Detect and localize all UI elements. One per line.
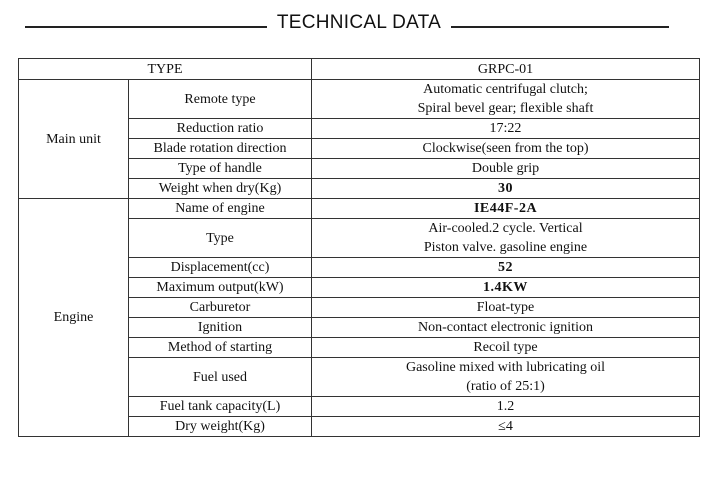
- row-label: Maximum output(kW): [129, 278, 312, 298]
- row-label: Remote type: [129, 80, 312, 119]
- row-value: [312, 219, 700, 258]
- row-value: Clockwise(seen from the top): [312, 139, 700, 159]
- row-label: Method of starting: [129, 338, 312, 358]
- row-value: Float-type: [312, 298, 700, 318]
- row-value-line: Gasoline mixed with lubricating oil: [405, 360, 606, 375]
- group-engine: Engine: [19, 199, 129, 437]
- row-label: Name of engine: [129, 199, 312, 219]
- row-label: Weight when dry(Kg): [129, 179, 312, 199]
- row-label: Displacement(cc): [129, 258, 312, 278]
- row-value: ≤4: [312, 417, 700, 437]
- row-value: IE44F-2A: [312, 199, 700, 219]
- row-label: Blade rotation direction: [129, 139, 312, 159]
- row-label: Carburetor: [129, 298, 312, 318]
- row-label: Type of handle: [129, 159, 312, 179]
- type-row: [19, 59, 700, 80]
- row-value: Double grip: [312, 159, 700, 179]
- row-value: 1.2: [312, 397, 700, 417]
- row-value: 1.4KW: [312, 278, 700, 298]
- row-value-line: Automatic centrifugal clutch;: [423, 82, 588, 97]
- row-value: Recoil type: [312, 338, 700, 358]
- title-rule-right: [451, 26, 669, 28]
- type-value: GRPC-01: [312, 59, 700, 80]
- row-value: 30: [312, 179, 700, 199]
- row-value: 52: [312, 258, 700, 278]
- row-value-line: Air-cooled.2 cycle. Vertical: [428, 221, 583, 236]
- technical-data-table: [18, 58, 700, 437]
- row-value-line: Spiral bevel gear; flexible shaft: [417, 101, 594, 116]
- title-rule-left: [25, 26, 267, 28]
- row-label: Type: [129, 219, 312, 258]
- row-label: Reduction ratio: [129, 119, 312, 139]
- table-row: [19, 80, 700, 119]
- row-value: [312, 358, 700, 397]
- row-label: Fuel used: [129, 358, 312, 397]
- row-label: Dry weight(Kg): [129, 417, 312, 437]
- page-title: TECHNICAL DATA: [276, 12, 442, 33]
- row-label: Fuel tank capacity(L): [129, 397, 312, 417]
- title-row: [0, 12, 721, 38]
- type-label: TYPE: [19, 59, 312, 80]
- group-main-unit: Main unit: [19, 80, 129, 199]
- row-value: 17:22: [312, 119, 700, 139]
- row-value-line: Piston valve. gasoline engine: [423, 240, 588, 255]
- row-value: [312, 80, 700, 119]
- row-value-line: (ratio of 25:1): [466, 379, 545, 394]
- table-row: [19, 199, 700, 219]
- row-label: Ignition: [129, 318, 312, 338]
- row-value: Non-contact electronic ignition: [312, 318, 700, 338]
